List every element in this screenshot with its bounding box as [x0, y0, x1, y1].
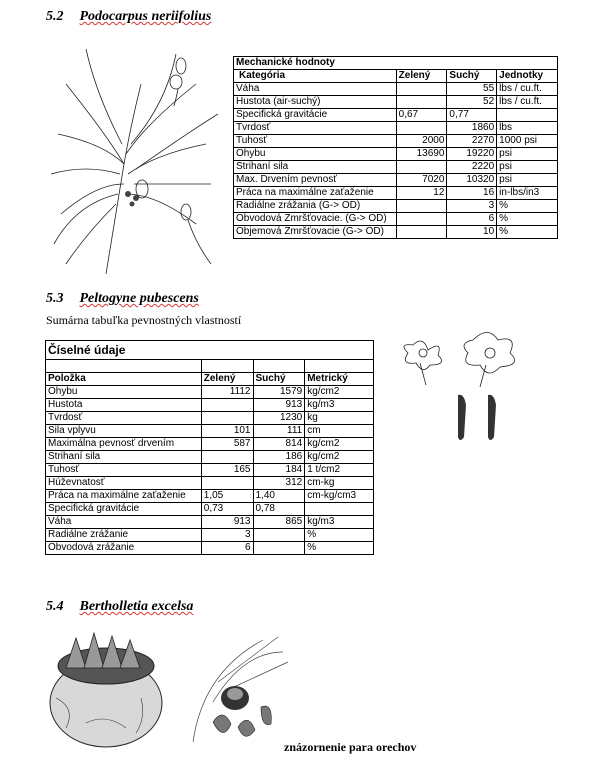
- table-cell: [253, 529, 305, 542]
- table-cell: Húževnatosť: [46, 477, 202, 490]
- table-cell: Ohybu: [46, 386, 202, 399]
- table-cell: 55: [447, 83, 497, 96]
- table-title: Mechanické hodnoty: [234, 57, 558, 70]
- table-cell: [396, 122, 447, 135]
- table-row: [234, 200, 558, 213]
- table-cell: Hustota: [46, 399, 202, 412]
- column-header: Metrický: [305, 373, 374, 386]
- table-cell: [201, 451, 253, 464]
- table-cell: 6: [447, 213, 497, 226]
- table-row: [46, 516, 374, 529]
- table-cell: in-lbs/in3: [497, 187, 558, 200]
- table-cell: 10: [447, 226, 497, 239]
- table-cell: [396, 213, 447, 226]
- heading-5-2: [46, 9, 211, 25]
- table-cell: [396, 83, 447, 96]
- table-cell: 186: [253, 451, 305, 464]
- table-cell: 165: [201, 464, 253, 477]
- table-cell: psi: [497, 148, 558, 161]
- table-row: [46, 399, 374, 412]
- table-cell: [396, 200, 447, 213]
- table-cell: %: [497, 200, 558, 213]
- table-cell: cm: [305, 425, 374, 438]
- table-cell: kg/cm2: [305, 451, 374, 464]
- table-row: [234, 213, 558, 226]
- table-cell: cm-kg: [305, 477, 374, 490]
- table-cell: [201, 477, 253, 490]
- table-cell: 101: [201, 425, 253, 438]
- section-number: 5.2: [46, 9, 64, 24]
- table-cell: kg/m3: [305, 516, 374, 529]
- table-row: [46, 438, 374, 451]
- table-cell: 52: [447, 96, 497, 109]
- table-row: [234, 161, 558, 174]
- table-cell: Objemová Zmršťovacie (G-> OD): [234, 226, 397, 239]
- table-cell: 0,73: [201, 503, 253, 516]
- table-cell: 10320: [447, 174, 497, 187]
- table-cell: 1860: [447, 122, 497, 135]
- table-cell: 2000: [396, 135, 447, 148]
- table-cell: Tuhosť: [46, 464, 202, 477]
- numeric-data-table: [45, 340, 374, 555]
- table-cell: Radiálne zrážanie: [46, 529, 202, 542]
- table-cell: %: [497, 213, 558, 226]
- table-cell: Tvrdosť: [234, 122, 397, 135]
- table-cell: 7020: [396, 174, 447, 187]
- table-cell: [396, 96, 447, 109]
- column-header: Položka: [46, 373, 202, 386]
- table-cell: psi: [497, 161, 558, 174]
- table-cell: Tuhosť: [234, 135, 397, 148]
- table-cell: kg: [305, 412, 374, 425]
- table-cell: Maximálna pevnosť drvením: [46, 438, 202, 451]
- table-row: [46, 542, 374, 555]
- table-cell: psi: [497, 174, 558, 187]
- table-cell: Obvodová zrážanie: [46, 542, 202, 555]
- table-row: [46, 503, 374, 516]
- column-header: Kategória: [234, 70, 397, 83]
- table-row: [234, 135, 558, 148]
- table-cell: 312: [253, 477, 305, 490]
- table-cell: kg/cm2: [305, 438, 374, 451]
- table-header-row: [46, 373, 374, 386]
- table-row: [234, 148, 558, 161]
- table-cell: Specifická gravitácie: [234, 109, 397, 122]
- table-cell: Tvrdosť: [46, 412, 202, 425]
- table-cell: Váha: [46, 516, 202, 529]
- section-name: Podocarpus neriifolius: [79, 9, 212, 24]
- brazil-nut-pod-illustration: [46, 628, 166, 750]
- table-cell: [396, 226, 447, 239]
- table-cell: [305, 503, 374, 516]
- peltogyne-illustration: [388, 325, 528, 455]
- table-cell: 184: [253, 464, 305, 477]
- table-cell: 913: [253, 399, 305, 412]
- table-cell: 2270: [447, 135, 497, 148]
- table-cell: [201, 412, 253, 425]
- column-header: Zelený: [396, 70, 447, 83]
- table-cell: Práca na maximálne zaťaženie: [234, 187, 397, 200]
- table-cell: Obvodová Zmršťovacie. (G-> OD): [234, 213, 397, 226]
- table-row: [234, 226, 558, 239]
- table-cell: Strihaní sila: [234, 161, 397, 174]
- table-cell: [396, 161, 447, 174]
- table-cell: Hustota (air-suchý): [234, 96, 397, 109]
- table-cell: 13690: [396, 148, 447, 161]
- table-cell: Specifická gravitácie: [46, 503, 202, 516]
- column-header: Jednotky: [497, 70, 558, 83]
- table-cell: 3: [201, 529, 253, 542]
- table-cell: Váha: [234, 83, 397, 96]
- section-name: Bertholletia excelsa: [79, 599, 194, 614]
- table-cell: 1579: [253, 386, 305, 399]
- table-cell: 3: [447, 200, 497, 213]
- section-number: 5.3: [46, 291, 64, 306]
- table-cell: Práca na maximálne zaťaženie: [46, 490, 202, 503]
- table-cell: 1 t/cm2: [305, 464, 374, 477]
- table-cell: 814: [253, 438, 305, 451]
- table-cell: Sila vplyvu: [46, 425, 202, 438]
- table-row: [46, 386, 374, 399]
- table-cell: 913: [201, 516, 253, 529]
- table-cell: 12: [396, 187, 447, 200]
- table-row: [234, 174, 558, 187]
- section-number: 5.4: [46, 599, 64, 614]
- table-cell: 0,77: [447, 109, 497, 122]
- table-cell: %: [497, 226, 558, 239]
- table-cell: kg/m3: [305, 399, 374, 412]
- table-cell: 16: [447, 187, 497, 200]
- brazil-nut-branch-illustration: [183, 632, 293, 750]
- column-header: Suchý: [253, 373, 305, 386]
- table-cell: 1,05: [201, 490, 253, 503]
- table-cell: 1112: [201, 386, 253, 399]
- table-cell: 587: [201, 438, 253, 451]
- column-header: Suchý: [447, 70, 497, 83]
- table-cell: Radiálne zrážania (G-> OD): [234, 200, 397, 213]
- table-cell: 1,40: [253, 490, 305, 503]
- table-row: [234, 187, 558, 200]
- table-cell: Strihaní sila: [46, 451, 202, 464]
- table-cell: 2220: [447, 161, 497, 174]
- table-row: [46, 529, 374, 542]
- table-cell: 0,78: [253, 503, 305, 516]
- table-cell: lbs / cu.ft.: [497, 83, 558, 96]
- mechanical-values-table: [233, 56, 558, 239]
- figure-caption: znázornenie para orechov: [284, 740, 417, 754]
- table-title: Číselné údaje: [46, 341, 374, 360]
- table-row: [46, 464, 374, 477]
- table-cell: [253, 542, 305, 555]
- table-cell: 1230: [253, 412, 305, 425]
- table-header-row: [234, 70, 558, 83]
- table-row: [234, 109, 558, 122]
- column-header: Zelený: [201, 373, 253, 386]
- table-cell: [497, 109, 558, 122]
- podocarpus-illustration: [46, 44, 222, 284]
- table-cell: lbs / cu.ft.: [497, 96, 558, 109]
- section-name: Peltogyne pubescens: [79, 291, 199, 306]
- heading-5-3: [46, 291, 199, 307]
- table-cell: 1000 psi: [497, 135, 558, 148]
- table-row: [46, 425, 374, 438]
- table-cell: %: [305, 529, 374, 542]
- table-row: [46, 451, 374, 464]
- table-cell: 6: [201, 542, 253, 555]
- table-cell: Ohybu: [234, 148, 397, 161]
- table-cell: 865: [253, 516, 305, 529]
- table-cell: 19220: [447, 148, 497, 161]
- table-row: [46, 412, 374, 425]
- table-row: [46, 490, 374, 503]
- table-row: [46, 477, 374, 490]
- table-cell: Max. Drvením pevnosť: [234, 174, 397, 187]
- table-row: [234, 122, 558, 135]
- heading-5-4: [46, 599, 193, 615]
- table-cell: %: [305, 542, 374, 555]
- table-row: [234, 96, 558, 109]
- table-cell: lbs: [497, 122, 558, 135]
- table-cell: 111: [253, 425, 305, 438]
- intro-text: Sumárna tabuľka pevnostných vlastností: [46, 313, 242, 327]
- table-cell: cm-kg/cm3: [305, 490, 374, 503]
- table-cell: kg/cm2: [305, 386, 374, 399]
- table-cell: [201, 399, 253, 412]
- table-row: [234, 83, 558, 96]
- table-cell: 0,67: [396, 109, 447, 122]
